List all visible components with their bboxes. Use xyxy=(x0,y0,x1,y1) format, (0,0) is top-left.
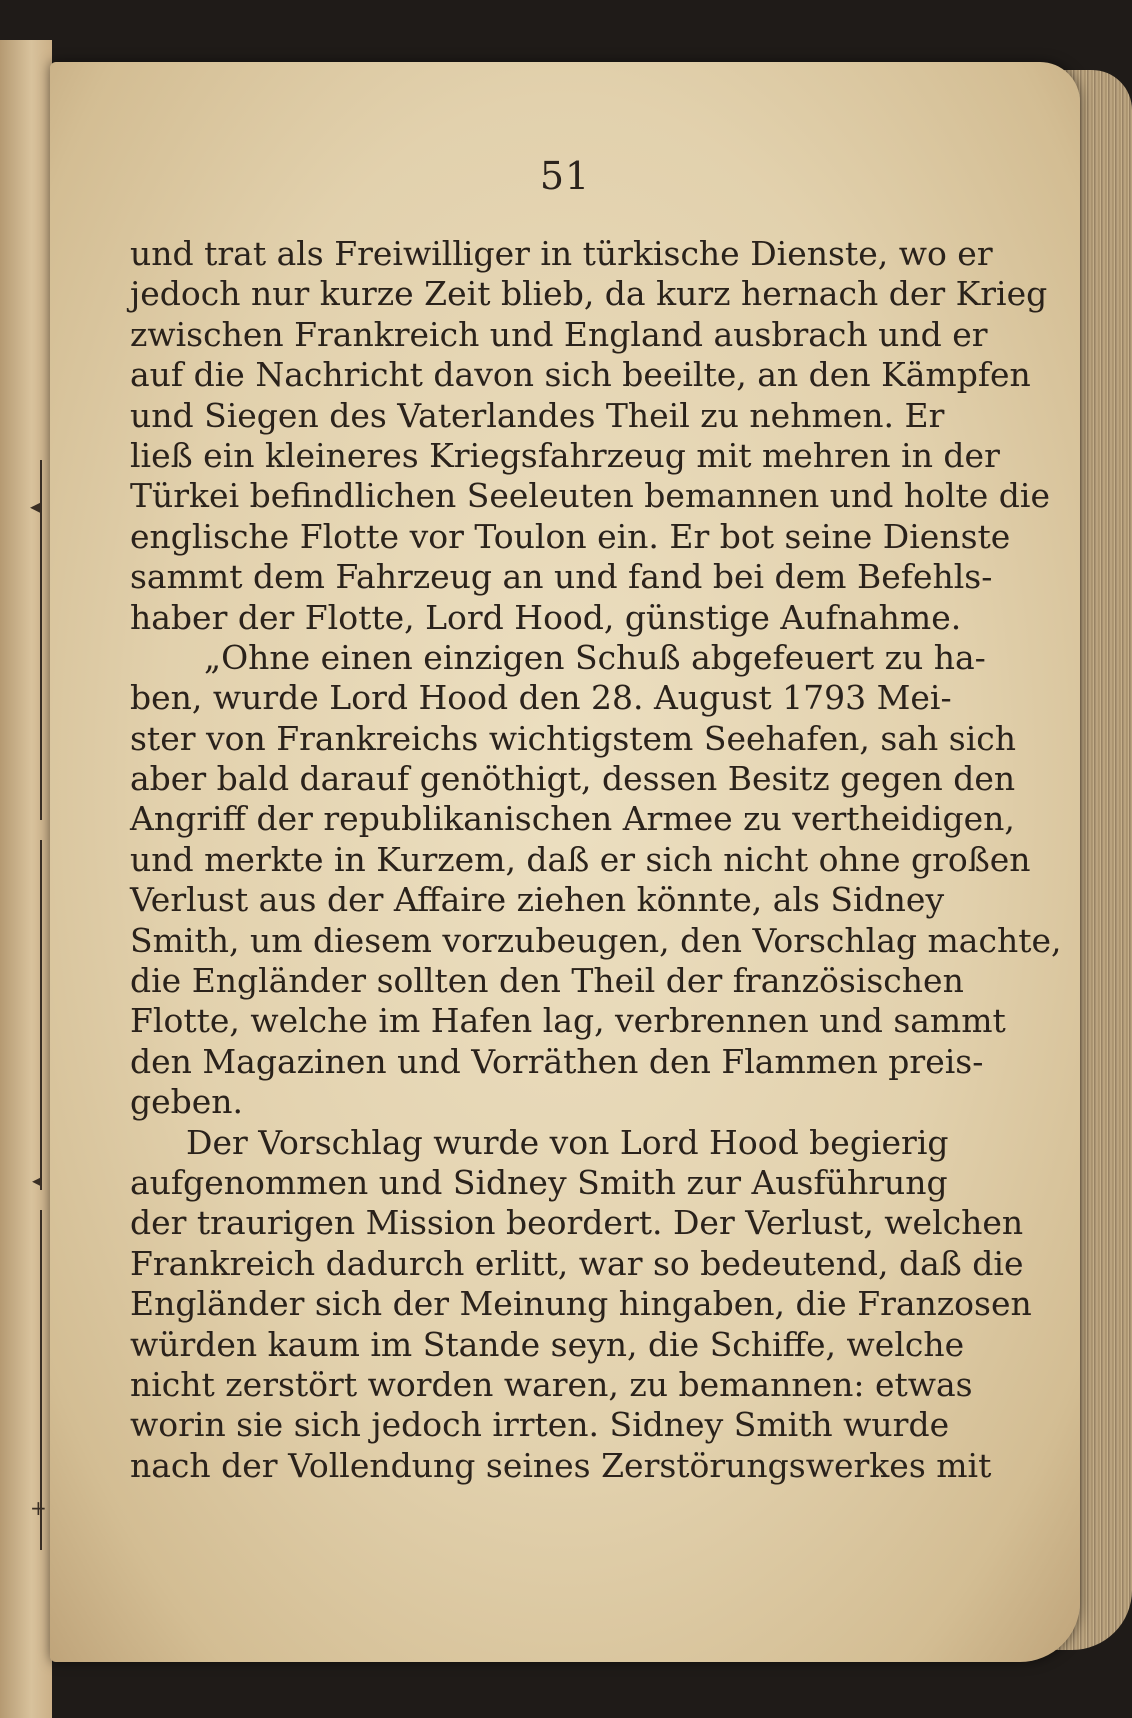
text-line: Verlust aus der Affaire ziehen könnte, als Sidney xyxy=(130,880,945,920)
text-line: jedoch nur kurze Zeit blieb, da kurz hernach der Krieg xyxy=(130,274,1048,314)
text-line: ließ ein kleineres Kriegsfahrzeug mit mehren in der xyxy=(130,435,1000,475)
text-line: englische Flotte vor Toulon ein. Er bot seine Dienste xyxy=(130,516,1011,556)
text-line: nach der Vollendung seines Zerstörungswerkes mit xyxy=(130,1445,992,1485)
text-line: auf die Nachricht davon sich beeilte, an den Kämpfen xyxy=(130,355,1031,395)
text-line: „Ohne einen einzigen Schuß abgefeuert zu ha- xyxy=(204,637,986,677)
margin-mark: ◂ xyxy=(32,1168,43,1192)
text-line: ben, wurde Lord Hood den 28. August 1793 Mei- xyxy=(130,678,952,718)
margin-rule xyxy=(40,840,42,1190)
text-line: die Engländer sollten den Theil der französischen xyxy=(130,961,964,1001)
page xyxy=(50,62,1080,1662)
text-line: und merkte in Kurzem, daß er sich nicht ohne großen xyxy=(130,839,1031,879)
text-line: Angriff der republikanischen Armee zu vertheidigen, xyxy=(130,799,1015,839)
text-line: der traurigen Mission beordert. Der Verlust, welchen xyxy=(130,1203,1024,1243)
text-line: Flotte, welche im Hafen lag, verbrennen und sammt xyxy=(130,1001,1006,1041)
text-line: Der Vorschlag wurde von Lord Hood begierig xyxy=(186,1122,949,1162)
page-number: 51 xyxy=(539,154,591,198)
text-line: Frankreich dadurch erlitt, war so bedeutend, daß die xyxy=(130,1243,1024,1283)
text-line: geben. xyxy=(130,1082,244,1122)
text-line: und Siegen des Vaterlandes Theil zu nehmen. Er xyxy=(130,395,945,435)
text-line: haber der Flotte, Lord Hood, günstige Aufnahme. xyxy=(130,597,962,637)
text-line: Türkei befindlichen Seeleuten bemannen und holte die xyxy=(130,476,1050,516)
text-line: aufgenommen und Sidney Smith zur Ausführung xyxy=(130,1162,948,1202)
previous-page-edge xyxy=(0,40,52,1718)
margin-mark: + xyxy=(30,1496,47,1520)
text-line: nicht zerstört worden waren, zu bemannen: etwas xyxy=(130,1364,973,1404)
margin-rule xyxy=(40,460,42,820)
text-line: Engländer sich der Meinung hingaben, die Franzosen xyxy=(130,1284,1032,1324)
margin-mark: ◂ xyxy=(30,494,41,518)
text-line: Smith, um diesem vorzubeugen, den Vorschlag machte, xyxy=(130,920,1062,960)
text-line: würden kaum im Stande seyn, die Schiffe, welche xyxy=(130,1324,965,1364)
text-line: aber bald darauf genöthigt, dessen Besitz gegen den xyxy=(130,759,1016,799)
body-text xyxy=(130,234,1062,1486)
text-line: den Magazinen und Vorräthen den Flammen preis- xyxy=(130,1041,984,1081)
text-line: ster von Frankreichs wichtigstem Seehafen, sah sich xyxy=(130,718,1016,758)
text-line: und trat als Freiwilliger in türkische Dienste, wo er xyxy=(130,234,993,273)
text-line: sammt dem Fahrzeug an und fand bei dem Befehls- xyxy=(130,557,993,597)
text-line: worin sie sich jedoch irrten. Sidney Smith wurde xyxy=(130,1405,950,1445)
text-line: zwischen Frankreich und England ausbrach und er xyxy=(130,314,988,354)
